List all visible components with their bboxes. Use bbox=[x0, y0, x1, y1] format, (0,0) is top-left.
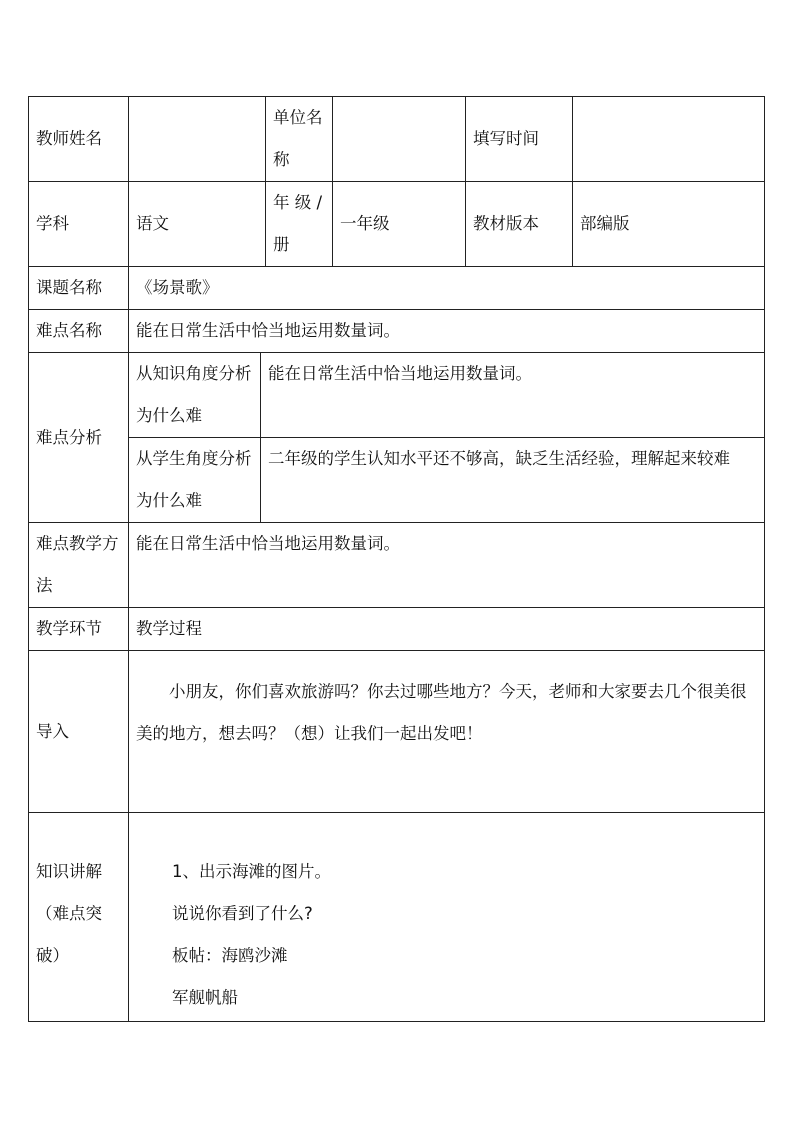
explain-step-2: 说说你看到了什么? bbox=[172, 904, 313, 923]
header-row bbox=[29, 97, 765, 182]
edition-label: 教材版本 bbox=[466, 182, 573, 267]
analysis-knowledge-row bbox=[29, 353, 765, 438]
topic-label: 课题名称 bbox=[29, 267, 129, 310]
intro-label: 导入 bbox=[29, 651, 129, 813]
grade-label: 年 级 / 册 bbox=[266, 182, 333, 267]
knowledge-angle-label: 从知识角度分析为什么难 bbox=[129, 353, 261, 438]
fill-date-field[interactable] bbox=[573, 97, 765, 182]
teacher-name-field[interactable] bbox=[129, 97, 266, 182]
subject-label: 学科 bbox=[29, 182, 129, 267]
topic-value: 《场景歌》 bbox=[129, 267, 765, 310]
subject-row bbox=[29, 182, 765, 267]
process-header-row bbox=[29, 608, 765, 651]
edition-value: 部编版 bbox=[573, 182, 765, 267]
explain-step-1: 1、出示海滩的图片。 bbox=[172, 862, 331, 881]
analysis-label: 难点分析 bbox=[29, 353, 129, 523]
explain-step-3: 板帖：海鸥沙滩 bbox=[172, 946, 288, 965]
method-row bbox=[29, 523, 765, 608]
fill-date-label: 填写时间 bbox=[466, 97, 573, 182]
topic-row bbox=[29, 267, 765, 310]
lesson-plan-table bbox=[28, 96, 765, 1022]
grade-value: 一年级 bbox=[333, 182, 466, 267]
difficulty-row bbox=[29, 310, 765, 353]
difficulty-value: 能在日常生活中恰当地运用数量词。 bbox=[129, 310, 765, 353]
intro-row bbox=[29, 651, 765, 813]
teacher-name-label: 教师姓名 bbox=[29, 97, 129, 182]
teaching-process-label: 教学过程 bbox=[129, 608, 765, 651]
explain-content bbox=[129, 813, 765, 1022]
knowledge-angle-value: 能在日常生活中恰当地运用数量词。 bbox=[261, 353, 765, 438]
unit-name-label: 单位名称 bbox=[266, 97, 333, 182]
teaching-stage-label: 教学环节 bbox=[29, 608, 129, 651]
explain-row bbox=[29, 813, 765, 1022]
subject-value: 语文 bbox=[129, 182, 266, 267]
explain-label: 知识讲解（难点突破） bbox=[29, 813, 129, 1022]
student-angle-value: 二年级的学生认知水平还不够高，缺乏生活经验，理解起来较难 bbox=[261, 438, 765, 523]
intro-text: 小朋友，你们喜欢旅游吗？你去过哪些地方？今天，老师和大家要去几个很美很美的地方，想去吗？（想）让我们一起出发吧！ bbox=[129, 651, 765, 813]
student-angle-label: 从学生角度分析为什么难 bbox=[129, 438, 261, 523]
explain-step-4: 军舰帆船 bbox=[172, 988, 238, 1007]
difficulty-label: 难点名称 bbox=[29, 310, 129, 353]
analysis-student-row bbox=[29, 438, 765, 523]
unit-name-field[interactable] bbox=[333, 97, 466, 182]
method-label: 难点教学方法 bbox=[29, 523, 129, 608]
method-value: 能在日常生活中恰当地运用数量词。 bbox=[129, 523, 765, 608]
